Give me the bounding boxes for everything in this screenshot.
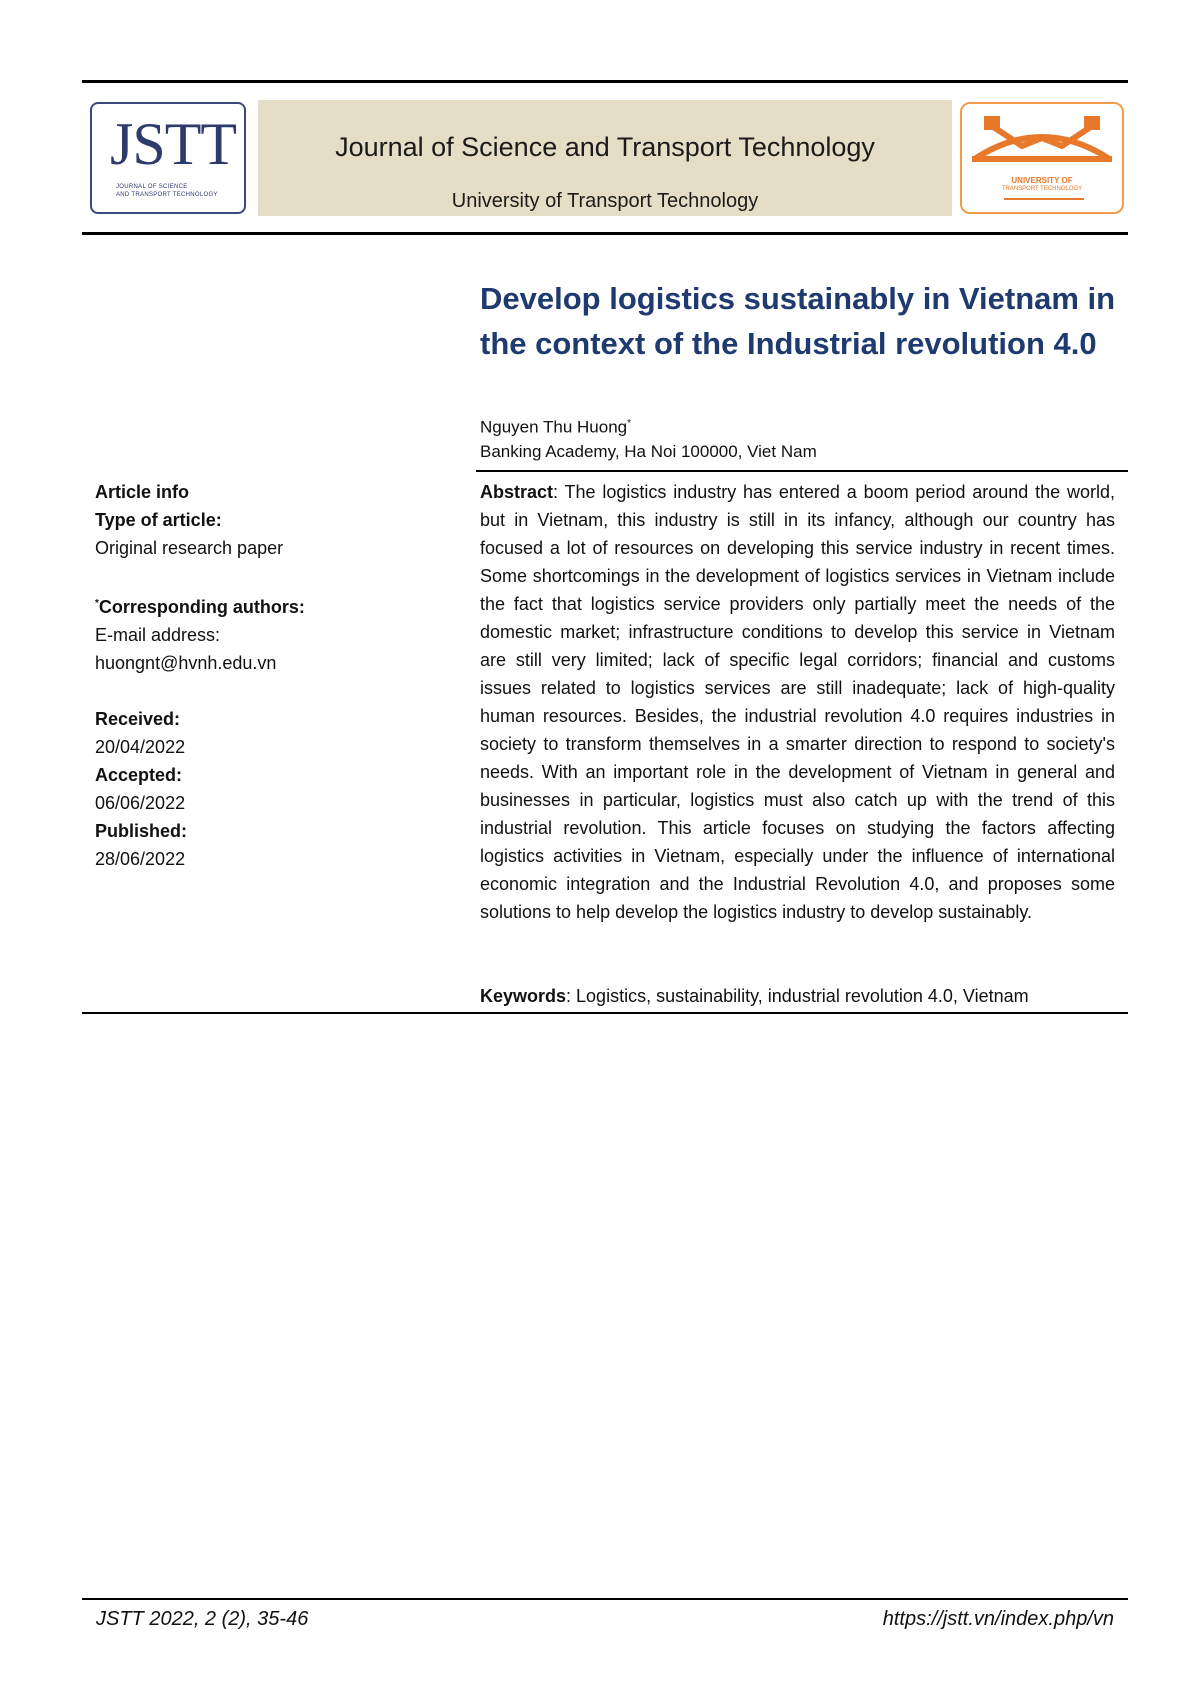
jstt-logo-subtitle-2: AND TRANSPORT TECHNOLOGY bbox=[116, 192, 218, 198]
jstt-logo bbox=[90, 102, 246, 214]
accepted-date: 06/06/2022 bbox=[95, 793, 186, 813]
header-bottom-rule bbox=[82, 232, 1128, 235]
corresponding-authors-text: Corresponding authors: bbox=[98, 597, 305, 617]
university-logo bbox=[960, 102, 1124, 214]
accepted-label: Accepted: bbox=[95, 765, 183, 785]
corresponding-authors-label bbox=[95, 590, 435, 621]
keywords-label: Keywords bbox=[480, 986, 567, 1006]
published-label: Published: bbox=[95, 821, 188, 841]
corresponding-mark: * bbox=[95, 598, 99, 609]
jstt-logo-subtitle-1: JOURNAL OF SCIENCE bbox=[116, 184, 188, 190]
abstract-text: : The logistics industry has entered a boom period around the world, but in Vietnam, this industry is still in its infancy, although our country has focused a lot of resources on developing this service industry in recent times. Some shortcomings in the development of logistics services in Vietnam include the fact that logistics service providers only partially meet the needs of the domestic market; infrastructure conditions to develop this service in Vietnam are still very limited; lack of specific legal corridors; financial and customs issues related to logistics services are still inadequate; lack of high-quality human resources. Besides, the industrial revolution 4.0 requires industries in society to transform themselves in a smarter direction to respond to society's needs. With an important role in the development of Vietnam in general and businesses in particular, logistics must also catch up with the trend of this industrial revolution. This article focuses on studying the factors affecting logistics activities in Vietnam, especially under the influence of international economic integration and the Industrial Revolution 4.0, and proposes some solutions to help develop the logistics industry to develop sustainably. bbox=[480, 482, 1115, 922]
header-top-rule bbox=[82, 80, 1128, 83]
abstract bbox=[480, 478, 1115, 926]
university-logo-line-1: UNIVERSITY OF bbox=[1011, 176, 1073, 185]
journal-header bbox=[82, 96, 1128, 220]
footer-url[interactable]: https://jstt.vn/index.php/vn bbox=[882, 1608, 1114, 1630]
journal-title: Journal of Science and Transport Technology bbox=[335, 132, 875, 162]
abstract-label: Abstract bbox=[480, 482, 554, 502]
author-name-text: Nguyen Thu Huong bbox=[480, 417, 628, 437]
abstract-top-rule bbox=[476, 470, 1128, 472]
received-label: Received: bbox=[95, 709, 181, 729]
type-of-article-label: Type of article: bbox=[95, 510, 222, 530]
article-title: Develop logistics sustainably in Vietnam in the context of the Industrial revolution 4.0 bbox=[480, 281, 1116, 361]
type-of-article-value: Original research paper bbox=[95, 538, 284, 558]
footer-rule bbox=[82, 1598, 1128, 1600]
author-mark: * bbox=[627, 418, 632, 429]
university-logo-underline bbox=[1004, 198, 1084, 200]
author-name bbox=[480, 412, 631, 440]
article-info bbox=[95, 478, 435, 873]
keywords bbox=[480, 982, 1120, 1010]
bridge-icon bbox=[962, 108, 1122, 178]
email-label: E-mail address: bbox=[95, 625, 221, 645]
footer-citation: JSTT 2022, 2 (2), 35-46 bbox=[96, 1608, 309, 1630]
author-affiliation: Banking Academy, Ha Noi 100000, Viet Nam bbox=[480, 442, 817, 461]
university-name: University of Transport Technology bbox=[451, 190, 759, 212]
email-address[interactable]: huongnt@hvnh.edu.vn bbox=[95, 653, 277, 673]
info-spacer bbox=[95, 562, 435, 590]
info-spacer bbox=[95, 677, 435, 705]
published-date: 28/06/2022 bbox=[95, 849, 186, 869]
article-info-heading: Article info bbox=[95, 482, 190, 502]
jstt-logo-mark: JSTT bbox=[110, 111, 237, 177]
journal-banner bbox=[258, 100, 952, 216]
abstract-bottom-rule bbox=[82, 1012, 1128, 1014]
university-logo-line-2: TRANSPORT TECHNOLOGY bbox=[1001, 186, 1083, 192]
received-date: 20/04/2022 bbox=[95, 737, 186, 757]
keywords-text: : Logistics, sustainability, industrial revolution 4.0, Vietnam bbox=[566, 986, 1029, 1006]
